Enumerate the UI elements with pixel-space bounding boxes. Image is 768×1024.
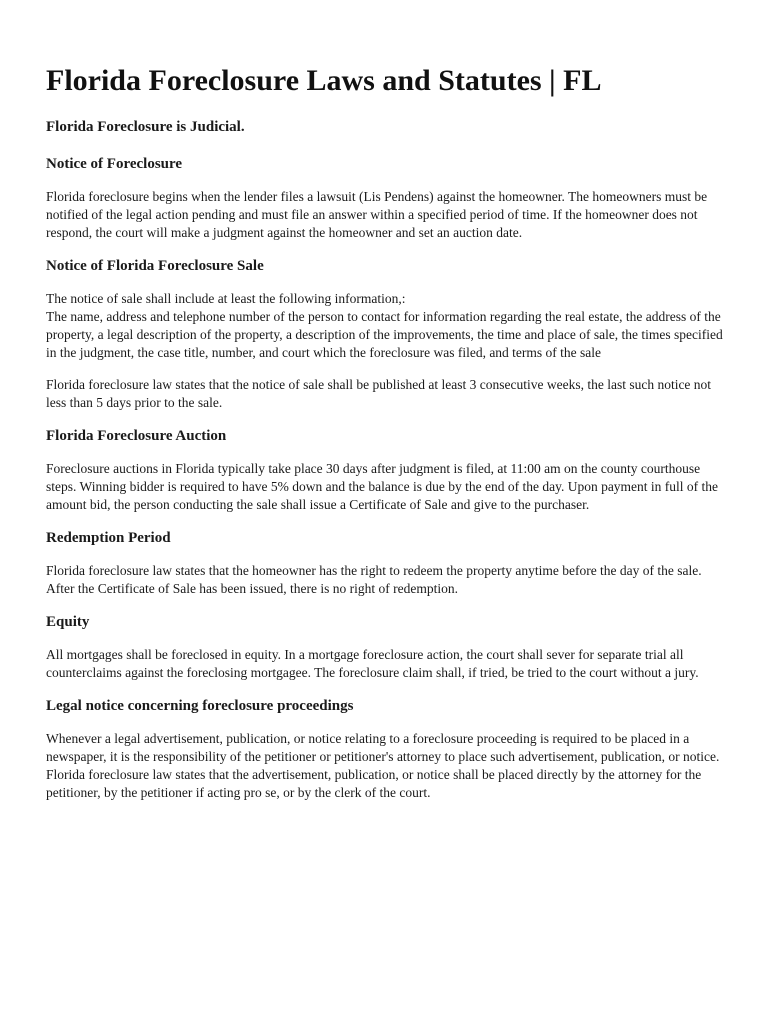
section-paragraph: All mortgages shall be foreclosed in equity. In a mortgage foreclosure action, the court shall sever for separate trial all counterclaims against the foreclosing mortgagee. The foreclosure claim shall, if tried, be tried to the court without a jury. [46, 647, 699, 680]
section-heading: Equity [46, 614, 90, 630]
section-paragraph: Whenever a legal advertisement, publication, or notice relating to a foreclosure proceeding is required to be placed in a newspaper, it is the responsibility of the petitioner or petitioner's attorney to place such advertisement, publication, or notice. Florida foreclosure law states that the advertisement, publication, or notice shall be placed directly by the attorney for the petitioner, by the petitioner if acting pro se, or by the clerk of the court. [46, 731, 720, 800]
section-legal-notice [46, 696, 728, 802]
section-notice-of-sale [46, 256, 728, 412]
section-notice-of-foreclosure [46, 154, 728, 242]
section-heading: Redemption Period [46, 530, 171, 546]
section-heading: Notice of Florida Foreclosure Sale [46, 258, 264, 274]
section-heading: Notice of Foreclosure [46, 156, 183, 172]
section-paragraph: Florida foreclosure begins when the lender files a lawsuit (Lis Pendens) against the homeowner. The homeowners must be notified of the legal action pending and must file an answer within a specified period of time. If the homeowner does not respond, the court will make a judgment against the homeowner and set an auction date. [46, 189, 708, 240]
section-foreclosure-auction [46, 426, 728, 514]
intro-statement: Florida Foreclosure is Judicial. [46, 119, 245, 135]
section-paragraph: Florida foreclosure law states that the homeowner has the right to redeem the property anytime before the day of the sale. After the Certificate of Sale has been issued, there is no right of redemption. [46, 563, 702, 596]
section-heading: Florida Foreclosure Auction [46, 428, 227, 444]
section-redemption-period [46, 528, 728, 598]
section-paragraph: The notice of sale shall include at least the following information,: The name, address and telephone number of the person to contact for information regarding the real estate, the address of the property, a legal description of the property, a description of the improvements, the time and place of sale, the times specified in the judgment, the case title, number, and court which the foreclosure was filed, and terms of the sale [46, 291, 723, 360]
section-paragraph: Foreclosure auctions in Florida typically take place 30 days after judgment is filed, at 11:00 am on the county courthouse steps. Winning bidder is required to have 5% down and the balance is due by the end of the day. Upon payment in full of the amount bid, the person conducting the sale shall issue a Certificate of Sale and give to the purchaser. [46, 461, 719, 512]
section-heading: Legal notice concerning foreclosure proceedings [46, 698, 354, 714]
page-title: Florida Foreclosure Laws and Statutes | FL [46, 64, 602, 97]
section-equity [46, 612, 728, 682]
section-paragraph: Florida foreclosure law states that the notice of sale shall be published at least 3 consecutive weeks, the last such notice not less than 5 days prior to the sale. [46, 377, 712, 410]
